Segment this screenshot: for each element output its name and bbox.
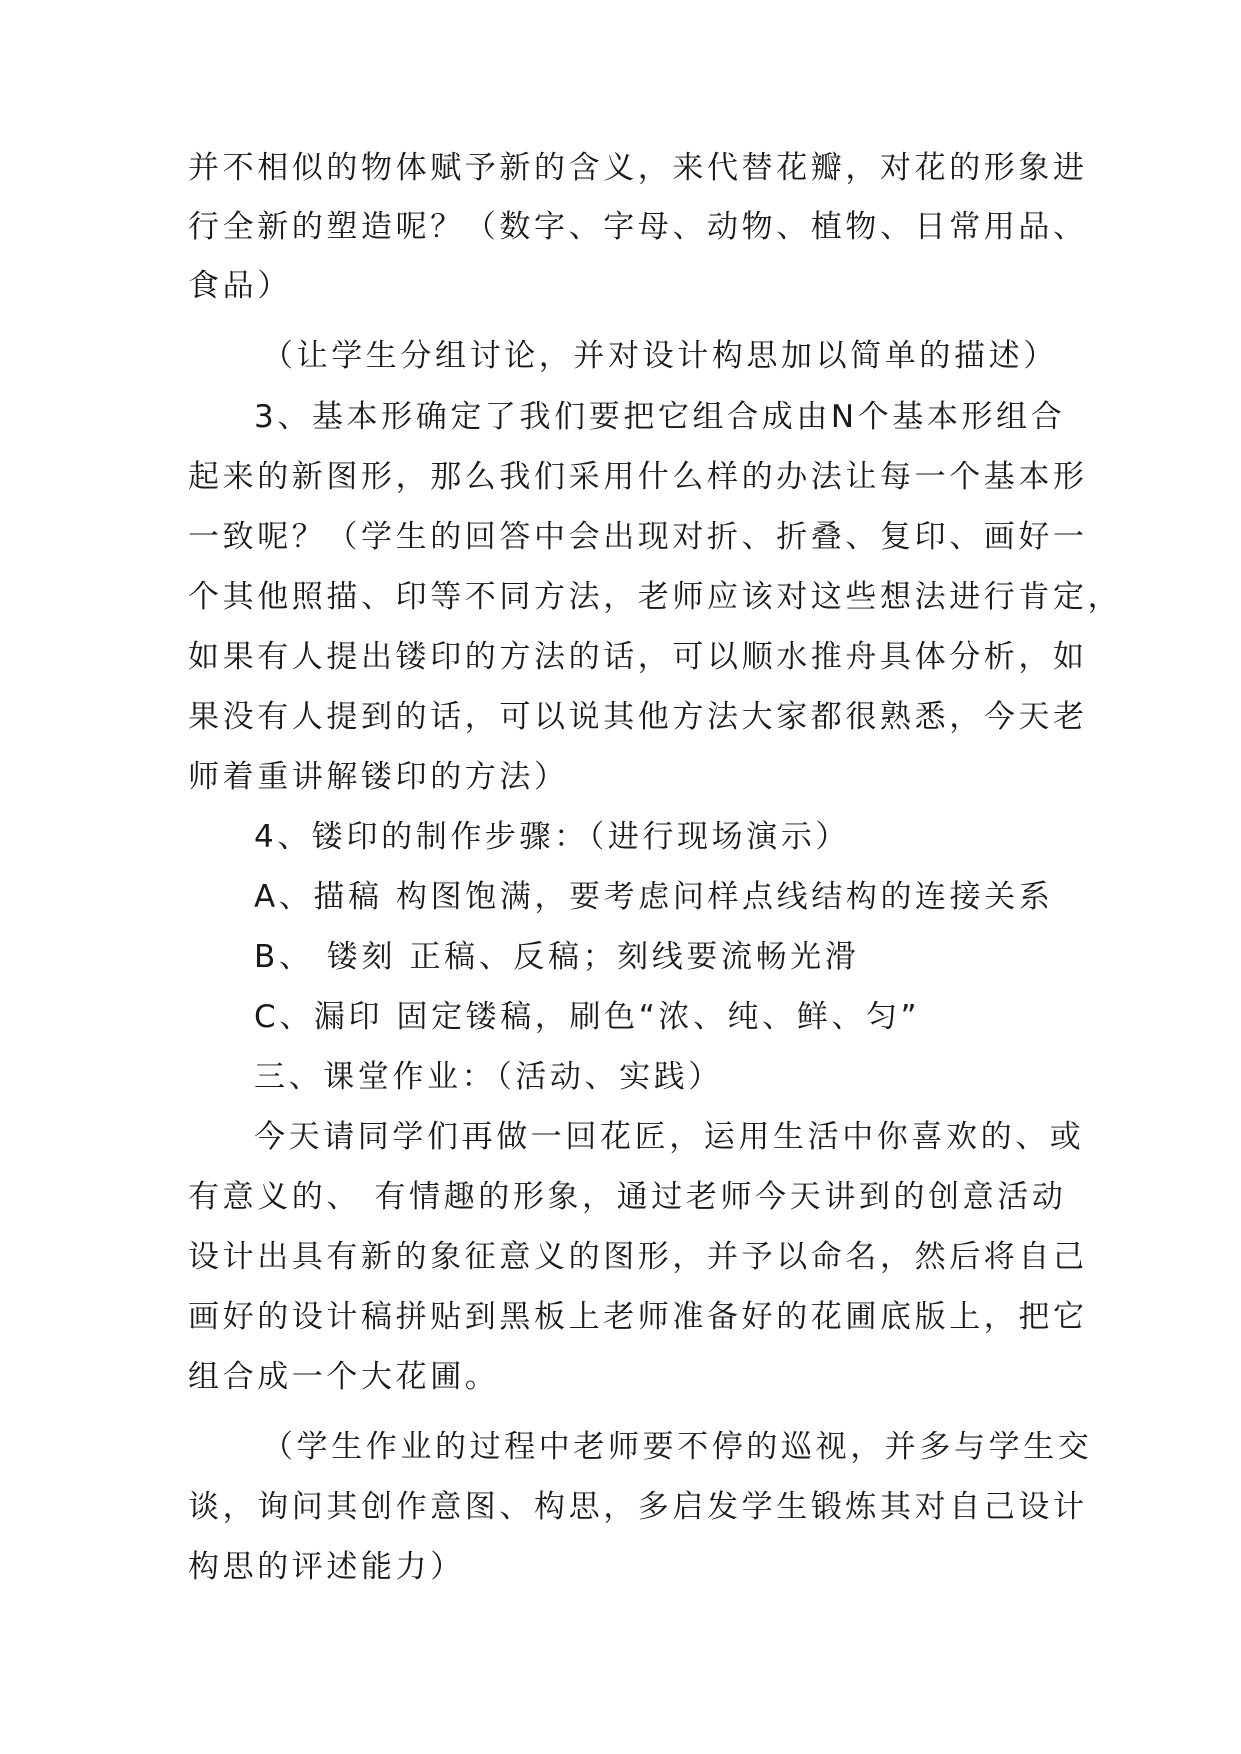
- text-line: B、 镂刻 正稿、反稿；刻线要流畅光滑: [254, 939, 860, 975]
- text-line: 果没有人提到的话，可以说其他方法大家都很熟悉，今天老: [188, 699, 1088, 735]
- text-line: 构思的评述能力）: [188, 1549, 465, 1585]
- text-line: 画好的设计稿拼贴到黑板上老师准备好的花圃底版上，把它: [188, 1299, 1088, 1335]
- text-line: A、描稿 构图饱满，要考虑问样点线结构的连接关系: [254, 879, 1054, 915]
- text-line: （学生作业的过程中老师要不停的巡视，并多与学生交: [262, 1429, 1093, 1465]
- text-line: 并不相似的物体赋予新的含义，来代替花瓣，对花的形象进: [188, 150, 1088, 186]
- text-line: 如果有人提出镂印的方法的话，可以顺水推舟具体分析，如: [188, 639, 1088, 675]
- text-line: 设计出具有新的象征意义的图形，并予以命名，然后将自己: [188, 1239, 1088, 1275]
- text-line: 组合成一个大花圃。: [188, 1359, 500, 1395]
- text-line: 师着重讲解镂印的方法）: [188, 759, 569, 795]
- text-line: 今天请同学们再做一回花匠，运用生活中你喜欢的、或: [254, 1119, 1085, 1155]
- text-line: 食品）: [188, 268, 292, 304]
- text-line: 有意义的、 有情趣的形象，通过老师今天讲到的创意活动: [188, 1179, 1067, 1215]
- text-line: 行全新的塑造呢？（数字、字母、动物、植物、日常用品、: [188, 209, 1088, 245]
- text-line: 个其他照描、印等不同方法，老师应该对这些想法进行肯定，: [188, 579, 1123, 615]
- text-line: 起来的新图形，那么我们采用什么样的办法让每一个基本形: [188, 459, 1088, 495]
- text-line: （让学生分组讨论，并对设计构思加以简单的描述）: [262, 338, 1058, 374]
- text-line: 谈，询问其创作意图、构思，多启发学生锻炼其对自己设计: [188, 1489, 1088, 1525]
- text-line: 4、镂印的制作步骤：（进行现场演示）: [254, 819, 851, 855]
- text-line: 一致呢？（学生的回答中会出现对折、折叠、复印、画好一: [188, 519, 1088, 555]
- text-line: 三、课堂作业：（活动、实践）: [254, 1059, 723, 1095]
- text-line: 3、基本形确定了我们要把它组合成由N个基本形组合: [254, 399, 1066, 435]
- text-line: C、漏印 固定镂稿，刷色“浓、纯、鲜、匀”: [254, 999, 921, 1035]
